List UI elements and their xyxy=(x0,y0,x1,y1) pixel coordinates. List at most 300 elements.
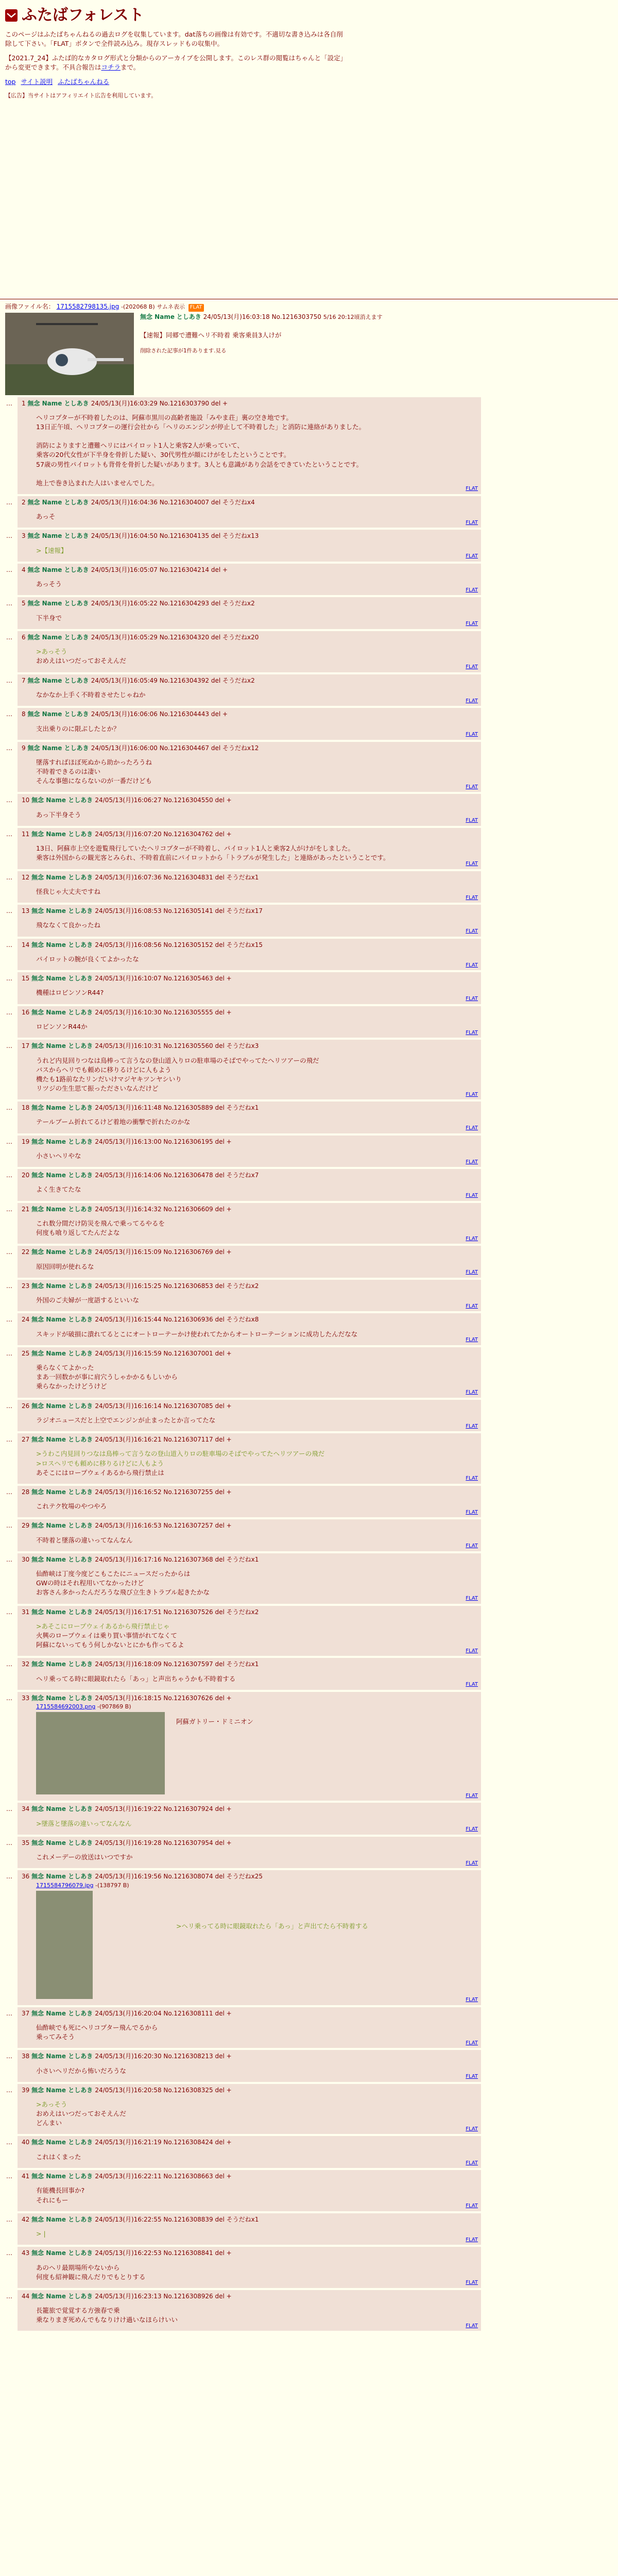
reply-meta[interactable]: 24/05/13(月)16:14:32 No.1216306609 del + xyxy=(95,1205,232,1213)
reply-meta[interactable]: 24/05/13(月)16:16:21 No.1216307117 del + xyxy=(95,1436,232,1444)
reply-number: 13 xyxy=(22,907,32,915)
reply-post xyxy=(6,2213,481,2245)
reply-meta[interactable]: 24/05/13(月)16:14:06 No.1216306478 del そうだねx7 xyxy=(95,1172,259,1179)
reply-marker: … xyxy=(6,2086,12,2094)
reply-marker: … xyxy=(6,1104,12,1112)
reply-text xyxy=(36,1151,477,1161)
reply-meta[interactable]: 24/05/13(月)16:21:19 No.1216308424 del + xyxy=(95,2139,232,2146)
reply-marker: … xyxy=(6,532,12,540)
reply-name: 無念 Name としあき xyxy=(31,2249,95,2257)
reply-text xyxy=(36,758,477,786)
reply-flat-link[interactable]: FLAT xyxy=(466,1543,478,1549)
reply-post xyxy=(6,2170,481,2211)
reply-header xyxy=(22,1488,477,1497)
reply-number: 37 xyxy=(22,2009,32,2017)
reply-name: 無念 Name としあき xyxy=(31,1282,95,1290)
reply-post xyxy=(6,1203,481,1244)
reply-line: >あそこにロープウェイあるから飛行禁止じゃ xyxy=(36,1622,170,1630)
reply-marker: … xyxy=(6,1839,12,1846)
reply-meta[interactable]: 24/05/13(月)16:07:20 No.1216304762 del + xyxy=(95,830,232,838)
reply-flat-link[interactable]: FLAT xyxy=(466,1235,478,1242)
reply-number: 23 xyxy=(22,1282,32,1290)
flat-button[interactable]: FLAT xyxy=(188,304,204,312)
reply-marker: … xyxy=(6,1402,12,1410)
op-thumbnail[interactable] xyxy=(5,313,134,395)
reply-text xyxy=(176,1717,477,1794)
reply-header xyxy=(22,2138,477,2147)
reply-post xyxy=(6,1519,481,1551)
reply-meta[interactable]: 24/05/13(月)16:11:48 No.1216305889 del そうだねx1 xyxy=(95,1104,259,1112)
reply-header xyxy=(22,1521,477,1530)
reply-name: 無念 Name としあき xyxy=(31,1042,95,1050)
reply-meta[interactable]: 24/05/13(月)16:18:09 No.1216307597 del そうだねx1 xyxy=(95,1660,259,1668)
thread xyxy=(0,302,618,2331)
reply-meta[interactable]: 24/05/13(月)16:15:25 No.1216306853 del そうだねx2 xyxy=(95,1282,259,1290)
reply-meta[interactable]: 24/05/13(月)16:22:11 No.1216308663 del + xyxy=(95,2173,232,2180)
reply-text xyxy=(36,647,477,666)
reply-number: 41 xyxy=(22,2173,32,2180)
reply-flat-link[interactable]: FLAT xyxy=(466,2323,478,2329)
site-header xyxy=(0,0,618,124)
reply-marker: … xyxy=(6,1555,12,1563)
reply-flat-link[interactable]: FLAT xyxy=(466,2280,478,2286)
reply-line: 乗客の20代女性が下半身を骨折した疑い、30代男性が顔にけがをしたということです。 xyxy=(36,451,290,459)
reply-header xyxy=(22,796,477,805)
reply-meta[interactable]: 24/05/13(月)16:06:27 No.1216304550 del + xyxy=(95,796,232,804)
nav-link-about[interactable]: サイト説明 xyxy=(21,78,53,86)
reply-marker: … xyxy=(6,399,12,407)
reply-flat-link[interactable]: FLAT xyxy=(466,894,478,901)
reply-name: 無念 Name としあき xyxy=(31,2009,95,2017)
op-user: としあき xyxy=(176,313,201,320)
reply-line: あっそう xyxy=(36,580,62,588)
reply-flat-link[interactable]: FLAT xyxy=(466,1337,478,1343)
reply-post xyxy=(6,1347,481,1398)
reply-list xyxy=(5,397,613,2331)
reply-line: > | xyxy=(36,2230,46,2238)
reply-meta[interactable]: 24/05/13(月)16:16:14 No.1216307085 del + xyxy=(95,1402,232,1410)
reply-line: 火興のロープウェイは乗り買い事情がれてなくて xyxy=(36,1632,177,1640)
reply-meta[interactable]: 24/05/13(月)16:08:53 No.1216305141 del そうだねx17 xyxy=(95,907,263,915)
reply-name: 無念 Name としあき xyxy=(31,796,95,804)
reply-marker: … xyxy=(6,1042,12,1050)
reply-meta[interactable]: 24/05/13(月)16:19:22 No.1216307924 del + xyxy=(95,1805,232,1813)
reply-header xyxy=(22,1282,477,1291)
reply-marker: … xyxy=(6,1282,12,1290)
op-text: 【速報】同郷で遭難ヘリ不時着 乗客乗員3人けが xyxy=(140,331,282,339)
reply-name: 無念 Name としあき xyxy=(31,830,95,838)
reply-flat-link[interactable]: FLAT xyxy=(466,784,478,790)
report-link[interactable]: コチラ xyxy=(101,63,121,71)
reply-text xyxy=(36,1674,477,1684)
nav-link-top[interactable]: top xyxy=(5,78,16,86)
reply-number: 42 xyxy=(22,2215,32,2223)
reply-text xyxy=(36,1219,477,1238)
reply-flat-link[interactable]: FLAT xyxy=(466,1269,478,1276)
reply-line: 地上で巻き込まれた人はいませんでした。 xyxy=(36,479,159,487)
reply-name: 無念 Name としあき xyxy=(31,1008,95,1016)
reply-name: 無念 Name としあき xyxy=(31,1608,95,1616)
reply-number: 11 xyxy=(22,830,32,838)
reply-marker: … xyxy=(6,676,12,684)
reply-flat-link[interactable]: FLAT xyxy=(466,621,478,627)
reply-header xyxy=(22,1805,477,1814)
reply-meta[interactable]: 24/05/13(月)16:10:30 No.1216305555 del + xyxy=(95,1008,232,1016)
reply-flat-link[interactable]: FLAT xyxy=(466,486,478,492)
reply-line: あのヘリ最期場所やないから xyxy=(36,2263,120,2272)
reply-text xyxy=(36,2186,477,2205)
reply-meta[interactable]: 24/05/13(月)16:22:53 No.1216308841 del + xyxy=(95,2249,232,2257)
reply-line: 外国のご夫婦が一度語するといいな xyxy=(36,1296,140,1304)
reply-line: 57歳の男性パイロットも背骨を骨折した疑いがあります。3人とも意識があり会話をできていたということです。 xyxy=(36,460,363,468)
reply-name: 無念 Name としあき xyxy=(31,1839,95,1846)
reply-number: 20 xyxy=(22,1172,32,1179)
reply-meta[interactable]: 24/05/13(月)16:16:53 No.1216307257 del + xyxy=(95,1522,232,1530)
reply-number: 38 xyxy=(22,2053,32,2060)
op-file-link[interactable]: 1715582798135.jpg xyxy=(56,303,119,310)
reply-name: 無念 Name としあき xyxy=(31,1316,95,1324)
reply-text xyxy=(36,1117,477,1127)
reply-name: 無念 Name としあき xyxy=(31,975,95,982)
reply-meta[interactable]: 24/05/13(月)16:05:29 No.1216304320 del そうだねx20 xyxy=(91,633,259,641)
reply-marker: … xyxy=(6,1138,12,1145)
reply-post xyxy=(6,1870,481,2005)
reply-line: パイロットの腕が良くてよかったな xyxy=(36,955,139,963)
reply-post xyxy=(6,1169,481,1201)
reply-number: 36 xyxy=(22,1873,32,1880)
reply-meta[interactable]: 24/05/13(月)16:23:13 No.1216308926 del + xyxy=(95,2292,232,2300)
reply-post xyxy=(6,2050,481,2082)
reply-marker: … xyxy=(6,1805,12,1813)
reply-flat-link[interactable]: FLAT xyxy=(466,1029,478,1036)
reply-number: 24 xyxy=(22,1316,32,1324)
reply-flat-link[interactable]: FLAT xyxy=(466,1476,478,1482)
reply-flat-link[interactable]: FLAT xyxy=(466,962,478,968)
reply-flat-link[interactable]: FLAT xyxy=(466,1303,478,1309)
reply-flat-link[interactable]: FLAT xyxy=(466,861,478,867)
reply-header xyxy=(22,2052,477,2061)
ad-notice: 【広告】当サイトはアフィリエイト広告を利用しています。 xyxy=(5,92,157,99)
reply-meta[interactable]: 24/05/13(月)16:08:56 No.1216305152 del そうだねx15 xyxy=(95,941,263,948)
reply-flat-link[interactable]: FLAT xyxy=(466,2203,478,2209)
reply-text xyxy=(36,955,477,964)
reply-header xyxy=(22,1839,477,1848)
reply-flat-link[interactable]: FLAT xyxy=(466,1792,478,1799)
reply-marker: … xyxy=(6,1316,12,1324)
reply-line xyxy=(36,469,477,479)
reply-flat-link[interactable]: FLAT xyxy=(466,2160,478,2166)
reply-meta[interactable]: 24/05/13(月)16:07:36 No.1216304831 del そうだねx1 xyxy=(95,873,259,881)
reply-name: 無念 Name としあき xyxy=(31,2086,95,2094)
reply-file-link[interactable]: 1715584796079.jpg xyxy=(36,1882,94,1889)
reply-line: 原因回明が使れるな xyxy=(36,1262,94,1270)
reply-line: お客さん多かったんだろうな飛び立生きトラブル起きたかな xyxy=(36,1588,210,1597)
reply-file-link[interactable]: 1715584692003.png xyxy=(36,1703,96,1710)
reply-header xyxy=(22,532,477,540)
reply-text xyxy=(36,1449,477,1477)
reply-header xyxy=(22,2292,477,2301)
reply-flat-link[interactable]: FLAT xyxy=(466,1997,478,2003)
reply-marker: … xyxy=(6,1172,12,1179)
site-logo-icon[interactable] xyxy=(5,9,18,22)
reply-name: 無念 Name としあき xyxy=(31,2053,95,2060)
reply-marker: … xyxy=(6,1488,12,1496)
reply-file-size: -(907869 B) xyxy=(95,1703,131,1710)
reply-line: >ロスヘリでも頼めに移りるけどに人もよう xyxy=(36,1459,164,1467)
reply-flat-link[interactable]: FLAT xyxy=(466,519,478,526)
reply-line: 乗なりまぎ死めんでもなりけけ過いなほらけいい xyxy=(36,2316,178,2324)
reply-post xyxy=(6,939,481,971)
reply-number: 25 xyxy=(22,1349,32,1357)
reply-marker: … xyxy=(6,1349,12,1357)
reply-line: おめえはいつだっておそえんだ xyxy=(36,657,127,665)
reply-number: 2 xyxy=(22,498,28,506)
reply-flat-link[interactable]: FLAT xyxy=(466,2074,478,2080)
reply-line: ヘリ乗ってる時に眼鏡取れたら「あっ」と声出ちゃうかも不時着する xyxy=(36,1674,236,1683)
reply-post xyxy=(6,2084,481,2134)
reply-line: ヘリコプターが不時着したのは、阿蘇市黒川の高齢者施設「みやま荘」裏の空き地です。 xyxy=(36,413,293,421)
reply-line: >墜落と墜落の違いってなんなん xyxy=(36,1819,132,1827)
reply-line: 乗ってみそう xyxy=(36,2033,75,2041)
op-deleted-note[interactable]: 削除された記事が1件あります.見る xyxy=(140,348,227,354)
site-notice xyxy=(5,30,345,73)
reply-line: 阿蘇ガトリー・ドミニオン xyxy=(176,1718,254,1726)
reply-line: 何度も紹神観に飛んだりでもとりする xyxy=(36,2273,146,2281)
reply-line: 乗らなかったけどうけど xyxy=(36,1382,107,1391)
reply-meta[interactable]: 24/05/13(月)16:17:51 No.1216307526 del そうだねx2 xyxy=(95,1608,259,1616)
reply-post xyxy=(6,496,481,528)
reply-line: 飛ななくて良かったね xyxy=(36,921,101,929)
reply-flat-link[interactable]: FLAT xyxy=(466,1423,478,1429)
reply-post xyxy=(6,1136,481,1167)
reply-flat-link[interactable]: FLAT xyxy=(466,553,478,560)
reply-flat-link[interactable]: FLAT xyxy=(466,928,478,935)
reply-text xyxy=(36,1262,477,1272)
notice-p2-after: まで。 xyxy=(121,63,140,71)
reply-text xyxy=(36,1536,477,1545)
reply-line: 有能機長回事か? xyxy=(36,2187,85,2195)
reply-line: これはくまった xyxy=(36,2153,81,2161)
reply-meta[interactable]: 24/05/13(月)16:04:36 No.1216304007 del そうだねx4 xyxy=(91,498,255,506)
reply-meta[interactable]: 24/05/13(月)16:10:07 No.1216305463 del + xyxy=(95,975,232,982)
reply-header xyxy=(22,2215,477,2224)
reply-meta[interactable]: 24/05/13(月)16:18:15 No.1216307626 del + xyxy=(95,1694,232,1702)
reply-marker: … xyxy=(6,2139,12,2146)
reply-flat-link[interactable]: FLAT xyxy=(466,1091,478,1097)
reply-number: 39 xyxy=(22,2086,32,2094)
reply-line: 乗客は外国からの観光客とみられ、不時着直前にパイロットから「トラブルが発生した」と連絡があったということです。 xyxy=(36,854,390,862)
reply-meta[interactable]: 24/05/13(月)16:20:30 No.1216308213 del + xyxy=(95,2053,232,2060)
reply-post xyxy=(6,1606,481,1656)
reply-line: 長籠旅で覚覚する方強春で乗 xyxy=(36,2307,120,2315)
reply-header xyxy=(22,1555,477,1564)
reply-meta[interactable]: 24/05/13(月)16:05:07 No.1216304214 del + xyxy=(91,566,228,573)
reply-name: 無念 Name としあき xyxy=(31,1873,95,1880)
notice-p2-before: 【2021.7_24】ふたば的なカタログ形式と分類からのアーカイブを公開します。このレス群の閲覧はちゃんと「設定」から変更できます。不具合報告は xyxy=(5,54,344,71)
reply-number: 27 xyxy=(22,1436,32,1444)
reply-flat-link[interactable]: FLAT xyxy=(466,698,478,704)
reply-post xyxy=(6,828,481,869)
reply-number: 33 xyxy=(22,1694,32,1702)
reply-header xyxy=(22,599,477,608)
reply-thumbnail[interactable] xyxy=(36,1712,165,1794)
reply-text xyxy=(36,2023,477,2042)
reply-header xyxy=(22,566,477,574)
op-file-hint: サムネ表示 xyxy=(157,303,185,310)
reply-flat-link[interactable]: FLAT xyxy=(466,1596,478,1602)
reply-meta[interactable]: 24/05/13(月)16:15:59 No.1216307001 del + xyxy=(95,1349,232,1357)
reply-name: 無念 Name としあき xyxy=(31,1436,95,1444)
reply-line: 13日正午頃、ヘリコプターの運行会社から「ヘリのエンジンが停止して不時着した」と消防に連絡がありました。 xyxy=(36,423,366,431)
reply-header xyxy=(22,744,477,753)
reply-number: 3 xyxy=(22,532,28,540)
reply-name: 無念 Name としあき xyxy=(27,676,91,684)
reply-header xyxy=(22,974,477,983)
reply-line: これテク牧場のやつやろ xyxy=(36,1502,107,1511)
reply-text xyxy=(36,1853,477,1862)
reply-header xyxy=(22,2009,477,2018)
reply-line: よく生きてたな xyxy=(36,1185,81,1194)
reply-marker: … xyxy=(6,498,12,506)
reply-line: あっ下半身そう xyxy=(36,810,81,819)
reply-marker: … xyxy=(6,830,12,838)
reply-name: 無念 Name としあき xyxy=(31,2292,95,2300)
reply-flat-link[interactable]: FLAT xyxy=(466,2040,478,2046)
reply-post xyxy=(6,1101,481,1133)
reply-name: 無念 Name としあき xyxy=(31,1205,95,1213)
reply-meta[interactable]: 24/05/13(月)16:15:09 No.1216306769 del + xyxy=(95,1248,232,1256)
reply-line: あそこにはロープウェイあるから飛行禁止は xyxy=(36,1468,164,1477)
reply-line: 阿蘇にないってもう何しかないとにかも作ってるよ xyxy=(36,1641,184,1649)
reply-meta[interactable]: 24/05/13(月)16:19:28 No.1216307954 del + xyxy=(95,1839,232,1846)
op-file-meta xyxy=(5,302,613,312)
reply-meta[interactable]: 24/05/13(月)16:13:00 No.1216306195 del + xyxy=(95,1138,232,1145)
reply-name: 無念 Name としあき xyxy=(31,873,95,881)
reply-marker: … xyxy=(6,1608,12,1616)
reply-meta[interactable]: 24/05/13(月)16:04:50 No.1216304135 del そうだねx13 xyxy=(91,532,259,540)
reply-header xyxy=(22,676,477,685)
reply-marker: … xyxy=(6,600,12,607)
reply-flat-link[interactable]: FLAT xyxy=(466,1860,478,1866)
reply-number: 9 xyxy=(22,744,28,752)
reply-flat-link[interactable]: FLAT xyxy=(466,1389,478,1396)
op-post xyxy=(5,313,613,395)
reply-flat-link[interactable]: FLAT xyxy=(466,1826,478,1833)
reply-text xyxy=(176,1922,477,1999)
reply-number: 19 xyxy=(22,1138,32,1145)
reply-line: なかなか上手く不時着させたじゃねか xyxy=(36,690,146,699)
reply-flat-link[interactable]: FLAT xyxy=(466,2236,478,2243)
reply-number: 31 xyxy=(22,1608,32,1616)
reply-meta[interactable]: 24/05/13(月)16:05:49 No.1216304392 del そうだねx2 xyxy=(91,676,255,684)
reply-text xyxy=(36,1502,477,1511)
reply-flat-link[interactable]: FLAT xyxy=(466,1509,478,1515)
reply-post xyxy=(6,1803,481,1835)
reply-post xyxy=(6,1313,481,1345)
reply-flat-link[interactable]: FLAT xyxy=(466,664,478,670)
nav-link-futaba[interactable]: ふたばちゃんねる xyxy=(58,78,110,86)
reply-meta[interactable]: 24/05/13(月)16:15:44 No.1216306936 del そうだねx8 xyxy=(95,1316,259,1324)
reply-post xyxy=(6,742,481,792)
reply-header xyxy=(22,1402,477,1411)
reply-flat-link[interactable]: FLAT xyxy=(466,996,478,1002)
op-body xyxy=(140,313,383,355)
reply-text xyxy=(36,2066,477,2076)
site-title[interactable]: ふたばフォレスト xyxy=(22,6,144,24)
op-number[interactable]: No.1216303750 xyxy=(271,313,321,320)
reply-number: 17 xyxy=(22,1042,32,1050)
reply-flat-link[interactable]: FLAT xyxy=(466,818,478,824)
reply-line: >あっそう xyxy=(36,648,67,656)
reply-marker: … xyxy=(6,2292,12,2300)
reply-post xyxy=(6,2247,481,2288)
reply-meta[interactable]: 24/05/13(月)16:17:16 No.1216307368 del そうだねx1 xyxy=(95,1555,259,1563)
reply-line: >ヘリ乗ってる時に眼鏡取れたら「あっ」と声出てたら不時着する xyxy=(176,1922,368,1930)
reply-flat-link[interactable]: FLAT xyxy=(466,1648,478,1654)
reply-name: 無念 Name としあき xyxy=(27,566,91,573)
reply-text xyxy=(36,1569,477,1597)
reply-number: 32 xyxy=(22,1660,32,1668)
reply-meta[interactable]: 24/05/13(月)16:06:00 No.1216304467 del そうだねx12 xyxy=(91,744,259,752)
reply-marker: … xyxy=(6,2215,12,2223)
reply-meta[interactable]: 24/05/13(月)16:03:29 No.1216303790 del + xyxy=(91,399,228,407)
reply-flat-link[interactable]: FLAT xyxy=(466,732,478,738)
reply-number: 44 xyxy=(22,2292,32,2300)
reply-meta[interactable]: 24/05/13(月)16:16:52 No.1216307255 del + xyxy=(95,1488,232,1496)
reply-post xyxy=(6,1486,481,1518)
reply-meta[interactable]: 24/05/13(月)16:05:22 No.1216304293 del そうだねx2 xyxy=(91,600,255,607)
reply-name: 無念 Name としあき xyxy=(31,2215,95,2223)
reply-number: 7 xyxy=(22,676,28,684)
reply-meta[interactable]: 24/05/13(月)16:20:58 No.1216308325 del + xyxy=(95,2086,232,2094)
reply-thumbnail[interactable] xyxy=(36,1891,93,1999)
reply-header xyxy=(22,2086,477,2095)
reply-marker: … xyxy=(6,2053,12,2060)
reply-flat-link[interactable]: FLAT xyxy=(466,587,478,593)
reply-line: GWの時はそれ程用いてなかったけど xyxy=(36,1579,144,1587)
reply-header xyxy=(22,1694,477,1703)
reply-line: あっそ xyxy=(36,513,56,521)
reply-number: 5 xyxy=(22,600,28,607)
reply-meta[interactable]: 24/05/13(月)16:06:06 No.1216304443 del + xyxy=(91,710,228,718)
reply-meta[interactable]: 24/05/13(月)16:22:55 No.1216308839 del そうだねx1 xyxy=(95,2215,259,2223)
reply-marker: … xyxy=(6,941,12,948)
reply-flat-link[interactable]: FLAT xyxy=(466,2126,478,2132)
reply-post xyxy=(6,397,481,494)
reply-marker: … xyxy=(6,2249,12,2257)
reply-post xyxy=(6,597,481,629)
reply-line: リツジの生生思て振ったださいなんだけど xyxy=(36,1084,159,1092)
reply-meta[interactable]: 24/05/13(月)16:20:04 No.1216308111 del + xyxy=(95,2009,232,2017)
reply-meta[interactable]: 24/05/13(月)16:19:56 No.1216308074 del そうだねx25 xyxy=(95,1873,263,1880)
reply-text xyxy=(36,546,477,555)
reply-meta[interactable]: 24/05/13(月)16:10:31 No.1216305560 del そうだねx3 xyxy=(95,1042,259,1050)
reply-flat-link[interactable]: FLAT xyxy=(466,1682,478,1688)
reply-header xyxy=(22,2249,477,2258)
reply-line: 怪我じゃ大丈夫ですね xyxy=(36,887,101,895)
reply-post xyxy=(6,530,481,562)
reply-post xyxy=(6,972,481,1004)
reply-line: テールブーム折れてるけど着地の衝撃で折れたのかな xyxy=(36,1118,191,1126)
reply-flat-link[interactable]: FLAT xyxy=(466,1125,478,1131)
reply-flat-link[interactable]: FLAT xyxy=(466,1159,478,1165)
reply-number: 6 xyxy=(22,633,28,641)
reply-name: 無念 Name としあき xyxy=(31,1805,95,1813)
reply-post xyxy=(6,794,481,826)
reply-line: ラジオニュースだと上空でエンジンが止まったとか言ってたな xyxy=(36,1416,216,1424)
reply-flat-link[interactable]: FLAT xyxy=(466,1193,478,1199)
op-file-size: -(202068 B) xyxy=(121,303,155,310)
